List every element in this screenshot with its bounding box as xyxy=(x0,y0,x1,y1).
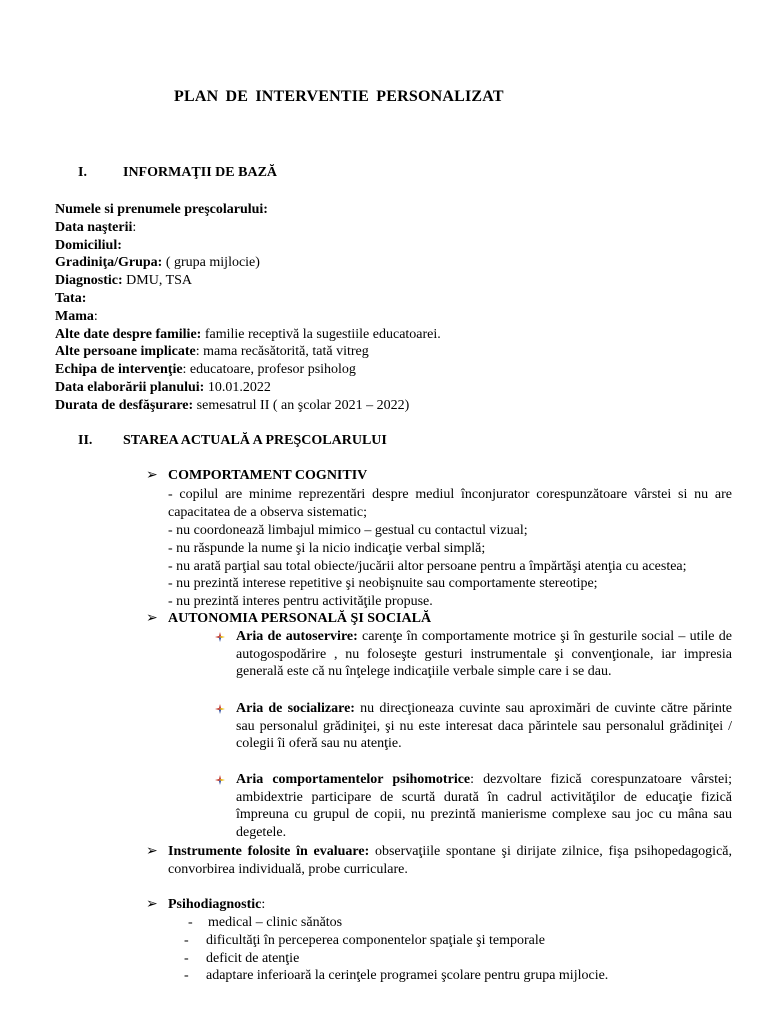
section-2-number: II. xyxy=(78,433,93,448)
info-value: semesatrul II ( an şcolar 2021 – 2022) xyxy=(193,397,410,413)
cognitive-lines xyxy=(168,522,738,611)
cognitive-heading: COMPORTAMENT COGNITIV xyxy=(168,468,368,483)
info-row xyxy=(55,397,745,415)
info-label: Echipa de intervenţie xyxy=(55,362,183,378)
psychodiagnostic-item: dificultăţi în perceperea componentelor spaţiale şi temporale xyxy=(206,932,545,948)
four-color-star-icon xyxy=(214,774,226,786)
basic-info-list xyxy=(55,201,745,415)
info-value: : xyxy=(93,308,98,324)
info-row xyxy=(55,290,745,308)
info-row xyxy=(55,379,745,397)
info-value: : mama recăsătorită, tată vitreg xyxy=(195,344,369,360)
info-label: Domiciliul: xyxy=(55,237,122,253)
info-row xyxy=(55,201,745,219)
info-row xyxy=(55,326,745,344)
info-label: Tata: xyxy=(55,290,87,306)
four-color-star-icon xyxy=(214,631,226,643)
psychodiagnostic-item: adaptare inferioară la cerinţele programei şcolare pentru grupa mijlocie. xyxy=(206,968,609,984)
cognitive-line: - nu arată parţial sau total obiecte/jucării altor persoane pentru a împărtăşi atenţia cu acestea; xyxy=(168,558,687,574)
arrow-bullet-icon: ➢ xyxy=(146,468,158,483)
dash-bullet-icon: - xyxy=(184,950,189,966)
psychodiagnostic-suffix: : xyxy=(261,897,266,912)
info-row xyxy=(55,361,745,379)
info-row xyxy=(55,237,745,255)
section-1-title: INFORMAŢII DE BAZĂ xyxy=(123,165,278,180)
section-2-title: STAREA ACTUALĂ A PREŞCOLARULUI xyxy=(123,433,387,448)
info-value: ( grupa mijlocie) xyxy=(162,255,260,271)
info-label: Alte date despre familie: xyxy=(55,326,202,342)
psychodiagnostic-heading xyxy=(168,896,265,914)
info-value: DMU, TSA xyxy=(122,273,193,289)
arrow-bullet-icon: ➢ xyxy=(146,844,158,859)
instruments-text: observaţiile spontane şi dirijate zilnice, fişa psihopedagogică, convorbirea individuală, probe curriculare. xyxy=(168,844,732,877)
info-label: Numele si prenumele preşcolarului: xyxy=(55,202,268,217)
psychodiagnostic-item: deficit de atenţie xyxy=(206,950,300,966)
dash-bullet-icon: - xyxy=(188,915,193,930)
dash-bullet-icon: - xyxy=(184,968,189,984)
four-color-star-icon xyxy=(214,703,226,715)
info-label: Gradiniţa/Grupa: xyxy=(55,255,163,271)
info-label: Durata de desfăşurare: xyxy=(55,397,194,413)
cognitive-line: - nu prezintă interes pentru activităţile propuse. xyxy=(168,594,433,610)
instruments-paragraph xyxy=(168,843,732,878)
autonomy-area-label: Aria comportamentelor psihomotrice xyxy=(236,772,471,787)
cognitive-paragraph: - copilul are minime reprezentări despre mediul înconjurator corespunzătoare vârstei si nu are capacitatea de a observa sistematic; xyxy=(168,487,732,520)
info-row xyxy=(55,308,745,326)
document-title: PLAN DE INTERVENTIE PERSONALIZAT xyxy=(174,88,504,105)
autonomy-area-text: nu direcţioneaza cuvinte sau aproximări de cuvinte către părinte sau personalul grădiniţei, şi nu este interesat daca părintele sau personalul grădiniţei / colegii îi oferă sau nu atenţie. xyxy=(236,701,732,752)
info-value: : educatoare, profesor psiholog xyxy=(182,362,356,378)
section-1-number: I. xyxy=(78,165,87,180)
info-label: Diagnostic: xyxy=(55,273,123,289)
autonomy-area-paragraph xyxy=(236,628,732,681)
cognitive-line: - nu răspunde la nume şi la nicio indicaţie verbal simplă; xyxy=(168,540,486,556)
psychodiagnostic-item: medical – clinic sănătos xyxy=(208,915,343,930)
info-value: : xyxy=(132,219,137,235)
cognitive-line: - nu coordonează limbajul mimico – gestual cu contactul vizual; xyxy=(168,523,528,538)
info-row xyxy=(55,343,745,361)
info-value: 10.01.2022 xyxy=(204,379,271,395)
info-row xyxy=(55,254,745,272)
dash-bullet-icon: - xyxy=(184,932,189,948)
cognitive-line: - nu prezintă interese repetitive şi neobişnuite sau comportamente stereotipe; xyxy=(168,576,598,592)
autonomy-area-paragraph xyxy=(236,700,732,753)
autonomy-heading: AUTONOMIA PERSONALĂ ŞI SOCIALĂ xyxy=(168,611,432,626)
autonomy-area-label: Aria de socializare: xyxy=(236,701,355,716)
info-label: Alte persoane implicate xyxy=(55,344,196,360)
autonomy-area-paragraph xyxy=(236,771,732,841)
info-label: Data elaborării planului: xyxy=(55,379,205,395)
info-row xyxy=(55,272,745,290)
info-row xyxy=(55,219,745,237)
arrow-bullet-icon: ➢ xyxy=(146,897,158,912)
instruments-label: Instrumente folosite în evaluare: xyxy=(168,844,370,859)
autonomy-area-text: : dezvoltare fizică corespunzatoare vârstei; ambidextrie participare de scurtă durată în cadrul activităţilor de educaţie fizică împreuna cu grupul de copii, nu prezintă manierisme complexe sau joc cu mâna sau degetele. xyxy=(236,772,733,840)
info-label: Mama xyxy=(55,308,94,324)
autonomy-area-text: carenţe în comportamente motrice şi în gesturile social – utile de autogospodărire , nu foloseşte gesturi instrumentale şi convenţionale, iar impresia generală este că nu înţelege indicaţiile verbale simple care i se dau. xyxy=(236,629,732,680)
info-label: Data naşterii xyxy=(55,219,133,235)
psychodiagnostic-label: Psihodiagnostic xyxy=(168,897,262,912)
autonomy-area-label: Aria de autoservire: xyxy=(236,629,358,644)
info-value: familie receptivă la sugestiile educatoarei. xyxy=(201,326,441,342)
arrow-bullet-icon: ➢ xyxy=(146,611,158,626)
